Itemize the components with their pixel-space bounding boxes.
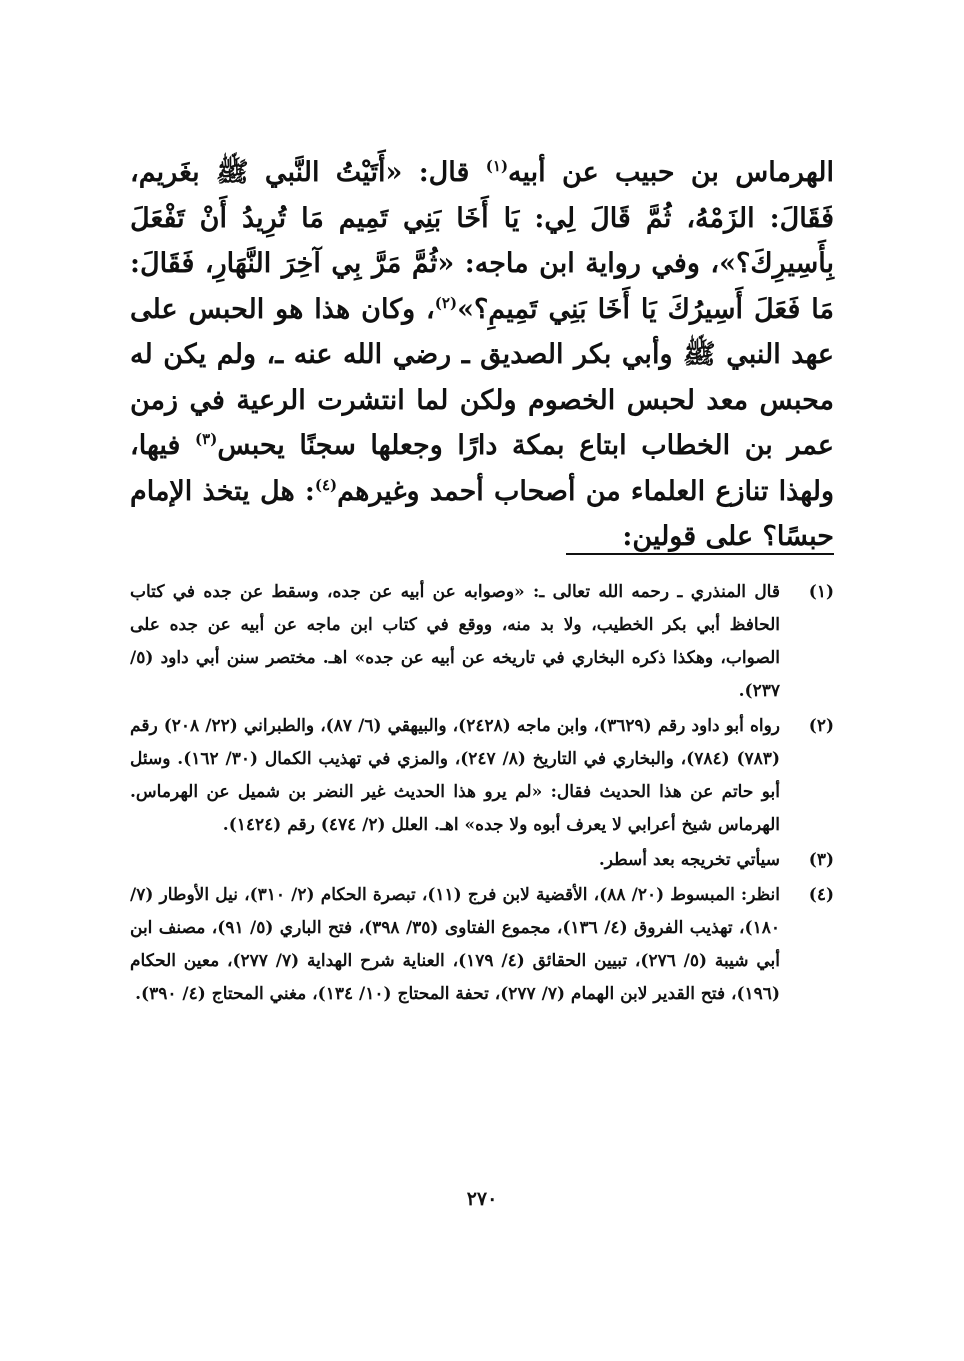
footnote-1	[130, 576, 834, 708]
footnote-text: سيأتي تخريجه بعد أسطر.	[598, 850, 780, 870]
main-text-segment: : هل يتخذ الإمام حبسًا؟ على قولين:	[130, 475, 834, 552]
footnote-text: قال المنذري ـ رحمه الله تعالى ـ: «وصوابه عن أبيه عن جده، وسقط عن جده في كتاب الحافظ أبي بكر الخطيب، ولا بد منه، ووقع في كتاب ابن ماجه عن أبيه عن جده على الصواب، وهكذا ذكره البخاري في تاريخه عن أبيه عن جده» اهـ. مختصر سنن أبي داود (٥/ ٢٣٧).	[130, 582, 780, 701]
footnotes-list	[130, 576, 834, 1013]
page-number: ٢٧٠	[466, 1188, 498, 1210]
main-text-segment: قال: «أَتَيْتُ النَّبي ﷺ بغَريم، فَقَالَ: الزَمْهُ، ثُمَّ قَالَ لِي: يَا أَخَا بَنِي تَمِيم مَا تُرِيدُ أَنْ تَفْعَلَ بِأَسِيرِكَ؟»، وفي رواية ابن ماجه: «ثُمَّ مَرَّ بِي آخِرَ النَّهَارِ، فَقَالَ: مَا فَعَلَ أَسِيرُكَ يَا أَخَا بَنِي تَمِيمِ؟»	[130, 157, 834, 325]
footnote-3	[130, 844, 834, 877]
main-text-segment: ، وكان هذا هو الحبس على عهد النبي ﷺ وأبي بكر الصديق ـ رضي الله عنه ـ، ولم يكن له محبس معد لحبس الخصوم ولكن لما انتشرت الرعية في زمن عمر بن الخطاب ابتاع بمكة دارًا وجعلها سجنًا يحبس	[130, 293, 834, 461]
footnote-number: (٣)	[808, 850, 834, 870]
footnote-ref-4[interactable]: (٤)	[314, 475, 338, 494]
main-text-segment: الهرماس بن حبيب عن أبيه	[508, 157, 835, 188]
footnote-ref-2[interactable]: (٢)	[434, 293, 458, 312]
footnote-number: (٢)	[808, 716, 834, 736]
footnote-ref-1[interactable]: (١)	[485, 157, 509, 175]
footnote-2	[130, 710, 834, 842]
main-paragraph	[130, 150, 834, 560]
footnote-4	[130, 879, 834, 1011]
footnote-text: رواه أبو داود رقم (٣٦٢٩)، وابن ماجه (٢٤٢٨)، والبيهقي (٦/ ٨٧)، والطبراني (٢٢/ ٢٠٨) رقم (٧٨٣) (٧٨٤)، والبخاري في التاريخ (٨/ ٢٤٧)، والمزي في تهذيب الكمال (٣٠/ ١٦٢). وسئل أبو حاتم عن هذا الحديث فقال: «لم يرو هذا الحديث غير النضر بن شميل عن الهرماس. الهرماس شيخ أعرابي لا يعرف أبوه ولا جده» اهـ. العلل (٢/ ٤٧٤) رقم (١٤٢٤).	[130, 716, 781, 835]
main-text-segment: فيها، ولهذا تنازع العلماء من أصحاب أحمد وغيرهم	[130, 430, 834, 507]
footnote-number: (٤)	[808, 885, 834, 905]
footnote-ref-3[interactable]: (٣)	[195, 430, 218, 448]
footnote-number: (١)	[808, 582, 834, 602]
footnote-text: انظر: المبسوط (٢٠/ ٨٨)، الأقضية لابن فرج (١١)، تبصرة الحكام (٢/ ٣١٠)، نيل الأوطار (٧/ ١٨٠)، تهذيب الفروق (٤/ ١٣٦)، مجموع الفتاوى (٣٥/ ٣٩٨)، فتح الباري (٥/ ٩١)، مصنف ابن أبي شيبة (٥/ ٢٧٦)، تبيين الحقائق (٤/ ١٧٩)، العناية شرح الهداية (٧/ ٢٧٧)، معين الحكام (١٩٦)، فتح القدير لابن الهمام (٧/ ٢٧٧)، تحفة المحتاج (١٠/ ١٣٤)، مغني المحتاج (٤/ ٣٩٠).	[130, 885, 780, 1004]
footnote-separator	[566, 553, 834, 555]
main-body-text	[130, 150, 834, 560]
